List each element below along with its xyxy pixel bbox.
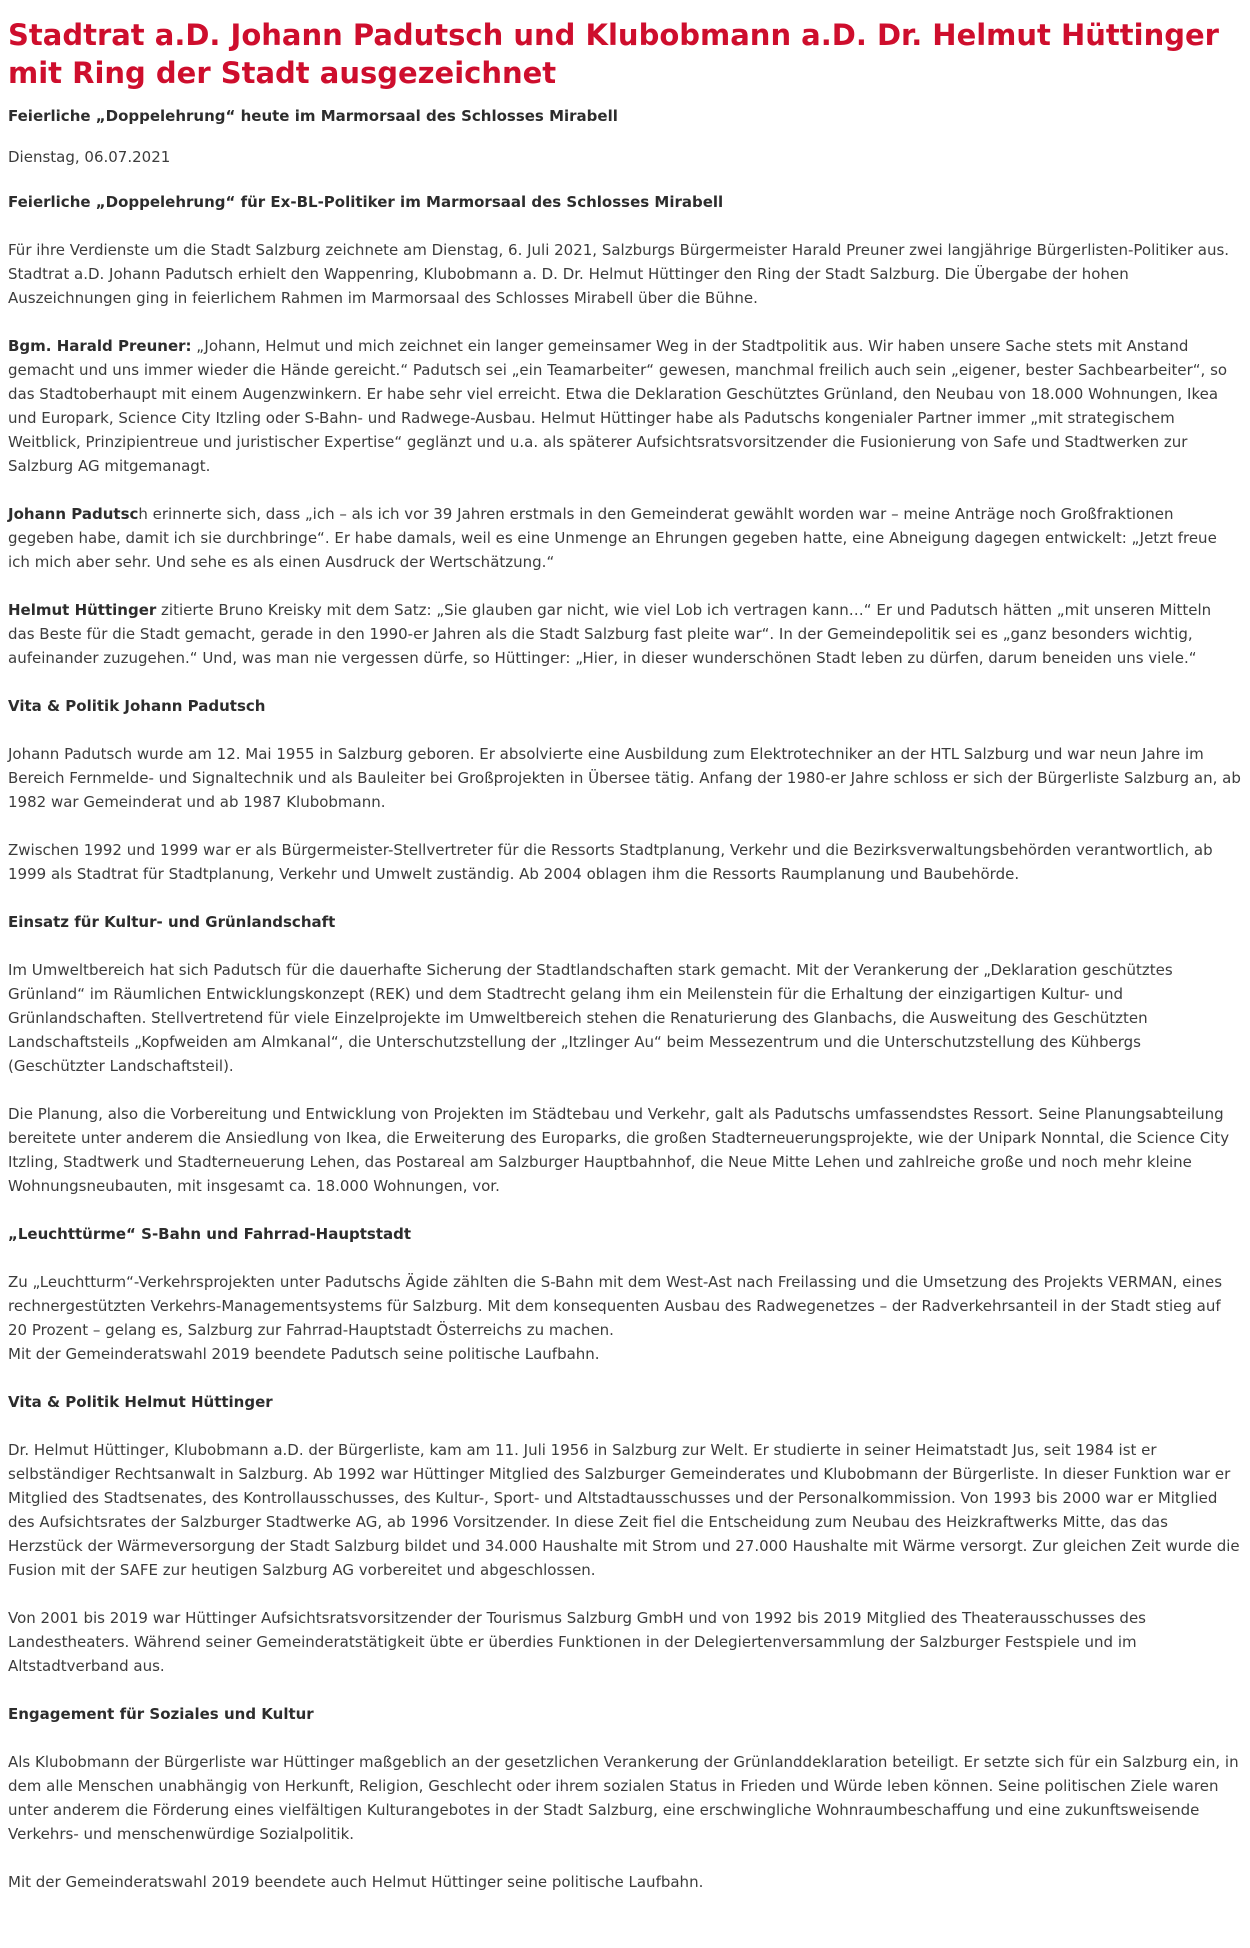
body-paragraph: Zwischen 1992 und 1999 war er als Bürgermeister-Stellvertreter für die Ressorts Stadtplanung, Verkehr und die Bezirksverwaltungsbehörden verantwortlich, ab 1999 als Stadtrat für Stadtplanung, Verkehr und Umwelt zuständig. Ab 2004 oblagen ihm die Ressorts Raumplanung und Baubehörde. (8, 841, 1213, 883)
page-title: Stadtrat a.D. Johann Padutsch und Klubobmann a.D. Dr. Helmut Hüttinger mit Ring der Stadt ausgezeichnet (8, 18, 1219, 90)
body-paragraph: Die Planung, also die Vorbereitung und Entwicklung von Projekten im Städtebau und Verkehr, galt als Padutschs umfassendstes Ressort. Seine Planungsabteilung bereitete unter anderem die Ansiedlung von Ikea, die Erweiterung des Europarks, die großen Stadterneuerungsprojekte, wie der Unipark Nonntal, die Science City Itzling, Stadtwerk und Stadterneuerung Lehen, das Postareal am Salzburger Hauptbahnhof, die Neue Mitte Lehen und zahlreiche große und noch mehr kleine Wohnungsneubauten, mit insgesamt ca. 18.000 Wohnungen, vor. (8, 1105, 1230, 1195)
section-heading: Vita & Politik Helmut Hüttinger (8, 1393, 273, 1411)
body-paragraph: Dr. Helmut Hüttinger, Klubobmann a.D. der Bürgerliste, kam am 11. Juli 1956 in Salzburg zur Welt. Er studierte in seiner Heimatstadt Jus, seit 1984 ist er selbständiger Rechtsanwalt in Salzburg. Ab 1992 war Hüttinger Mitglied des Salzburger Gemeinderates und Klubobmann der Bürgerliste. In dieser Funktion war er Mitglied des Stadtsenates, des Kontrollausschusses, des Kultur-, Sport- und Altstadtausschusses und der Personalkommission. Von 1993 bis 2000 war er Mitglied des Aufsichtsrates der Salzburger Stadtwerke AG, ab 1996 Vorsitzender. In diese Zeit fiel die Entscheidung zum Neubau des Heizkraftwerks Mitte, das das Herzstück der Wärmeversorgung der Stadt Salzburg bildet und 34.000 Haushalte mit Strom und 27.000 Haushalte mit Wärme versorgt. Zur gleichen Zeit wurde die Fusion mit der SAFE zur heutigen Salzburg AG vorbereitet und abgeschlossen. (8, 1441, 1240, 1579)
body-paragraph: Als Klubobmann der Bürgerliste war Hüttinger maßgeblich an der gesetzlichen Verankerung der Grünlanddeklaration beteiligt. Er setzte sich für ein Salzburg ein, in dem alle Menschen unabhängig von Herkunft, Religion, Geschlecht oder ihrem sozialen Status in Frieden und Würde leben können. Seine politischen Ziele waren unter anderem die Förderung eines vielfältigen Kulturangebotes in der Stadt Salzburg, eine erschwingliche Wohnraumbeschaffung und eine zukunftsweisende Verkehrs- und menschenwürdige Sozialpolitik. (8, 1753, 1239, 1843)
section-heading: „Leuchttürme“ S-Bahn und Fahrrad-Hauptstadt (8, 1225, 412, 1243)
paragraph-lead: Bgm. Harald Preuner: (8, 337, 192, 355)
section-heading: Einsatz für Kultur- und Grünlandschaft (8, 913, 336, 931)
body-paragraph: Für ihre Verdienste um die Stadt Salzburg zeichnete am Dienstag, 6. Juli 2021, Salzburgs Bürgermeister Harald Preuner zwei langjährige Bürgerlisten-Politiker aus. Stadtrat a.D. Johann Padutsch erhielt den Wappenring, Klubobmann a. D. Dr. Helmut Hüttinger den Ring der Stadt Salzburg. Die Übergabe der hohen Auszeichnungen ging in feierlichem Rahmen im Marmorsaal des Schlosses Mirabell über die Bühne. (8, 241, 1230, 307)
body-paragraph: Von 2001 bis 2019 war Hüttinger Aufsichtsratsvorsitzender der Tourismus Salzburg GmbH und von 1992 bis 2019 Mitglied des Theaterausschusses des Landestheaters. Während seiner Gemeinderatstätigkeit übte er überdies Funktionen in der Delegiertenversammlung der Salzburger Festspiele und im Altstadtverband aus. (8, 1609, 1146, 1675)
article-body (8, 190, 1242, 1894)
body-paragraph: Im Umweltbereich hat sich Padutsch für die dauerhafte Sicherung der Stadtlandschaften stark gemacht. Mit der Verankerung der „Deklaration geschütztes Grünland“ im Räumlichen Entwicklungskonzept (REK) und dem Stadtrecht gelang ihm ein Meilenstein für die Erhaltung der einzigartigen Kultur- und Grünlandschaften. Stellvertretend für viele Einzelprojekte im Umweltbereich stehen die Renaturierung des Glanbachs, die Ausweitung des Geschützten Landschaftsteils „Kopfweiden am Almkanal“, die Unterschutzstellung der „Itzlinger Au“ beim Messezentrum und die Unterschutzstellung des Kühbergs (Geschützter Landschaftsteil). (8, 961, 1173, 1075)
section-heading: Engagement für Soziales und Kultur (8, 1705, 314, 1723)
body-paragraph: Mit der Gemeinderatswahl 2019 beendete auch Helmut Hüttinger seine politische Laufbahn. (8, 1873, 704, 1891)
section-heading: Feierliche „Doppelehrung“ für Ex-BL-Politiker im Marmorsaal des Schlosses Mirabell (8, 193, 724, 211)
body-paragraph: Johann Padutsch wurde am 12. Mai 1955 in Salzburg geboren. Er absolvierte eine Ausbildung zum Elektrotechniker an der HTL Salzburg und war neun Jahre im Bereich Fernmelde- und Signaltechnik und als Bauleiter bei Großprojekten in Übersee tätig. Anfang der 1980-er Jahre schloss er sich der Bürgerliste Salzburg an, ab 1982 war Gemeinderat und ab 1987 Klubobmann. (8, 745, 1241, 811)
section-heading: Vita & Politik Johann Padutsch (8, 697, 266, 715)
article-page (8, 16, 1242, 1894)
body-paragraph: Bgm. Harald Preuner: „Johann, Helmut und mich zeichnet ein langer gemeinsamer Weg in der Stadtpolitik aus. Wir haben unsere Sache stets mit Anstand gemacht und uns immer wieder die Hände gereicht.“ Padutsch sei „ein Teamarbeiter“ gewesen, manchmal freilich auch sein „eigener, bester Sachbearbeiter“, so das Stadtoberhaupt mit einem Augenzwinkern. Er habe sehr viel erreicht. Etwa die Deklaration Geschütztes Grünland, den Neubau von 18.000 Wohnungen, Ikea und Europark, Science City Itzling oder S-Bahn- und Radwege-Ausbau. Helmut Hüttinger habe als Padutschs kongenialer Partner immer „mit strategischem Weitblick, Prinzipientreue und juristischer Expertise“ geglänzt und u.a. als späterer Aufsichtsratsvorsitzender die Fusionierung von Safe und Stadtwerken zur Salzburg AG mitgemanagt. (8, 337, 1228, 475)
paragraph-lead: Helmut Hüttinger (8, 601, 157, 619)
body-paragraph: Zu „Leuchtturm“-Verkehrsprojekten unter Padutschs Ägide zählten die S-Bahn mit dem West-Ast nach Freilassing und die Umsetzung des Projekts VERMAN, eines rechnergestützten Verkehrs-Managementsystems für Salzburg. Mit dem konsequenten Ausbau des Radwegenetzes – der Radverkehrsanteil in der Stadt stieg auf 20 Prozent – gelang es, Salzburg zur Fahrrad-Hauptstadt Österreichs zu machen. Mit der Gemeinderatswahl 2019 beendete Padutsch seine politische Laufbahn. (8, 1273, 1223, 1363)
paragraph-lead: Johann Padutsc (8, 505, 139, 523)
article-date: Dienstag, 06.07.2021 (8, 148, 171, 166)
article-subtitle: Feierliche „Doppelehrung“ heute im Marmorsaal des Schlosses Mirabell (8, 107, 618, 125)
body-paragraph: Johann Padutsch erinnerte sich, dass „ich – als ich vor 39 Jahren erstmals in den Gemeinderat gewählt worden war – meine Anträge noch Großfraktionen gegeben habe, damit ich sie durchbringe“. Er habe damals, weil es eine Unmenge an Ehrungen gegeben hatte, eine Abneigung dagegen entwickelt: „Jetzt freue ich mich aber sehr. Und sehe es als einen Ausdruck der Wertschätzung.“ (8, 505, 1217, 571)
body-paragraph: Helmut Hüttinger zitierte Bruno Kreisky mit dem Satz: „Sie glauben gar nicht, wie viel Lob ich vertragen kann…“ Er und Padutsch hätten „mit unseren Mitteln das Beste für die Stadt gemacht, gerade in den 1990-er Jahren als die Stadt Salzburg fast pleite war“. In der Gemeindepolitik sei es „ganz besonders wichtig, aufeinander zuzugehen.“ Und, was man nie vergessen dürfe, so Hüttinger: „Hier, in dieser wunderschönen Stadt leben zu dürfen, darum beneiden uns viele.“ (8, 601, 1212, 667)
